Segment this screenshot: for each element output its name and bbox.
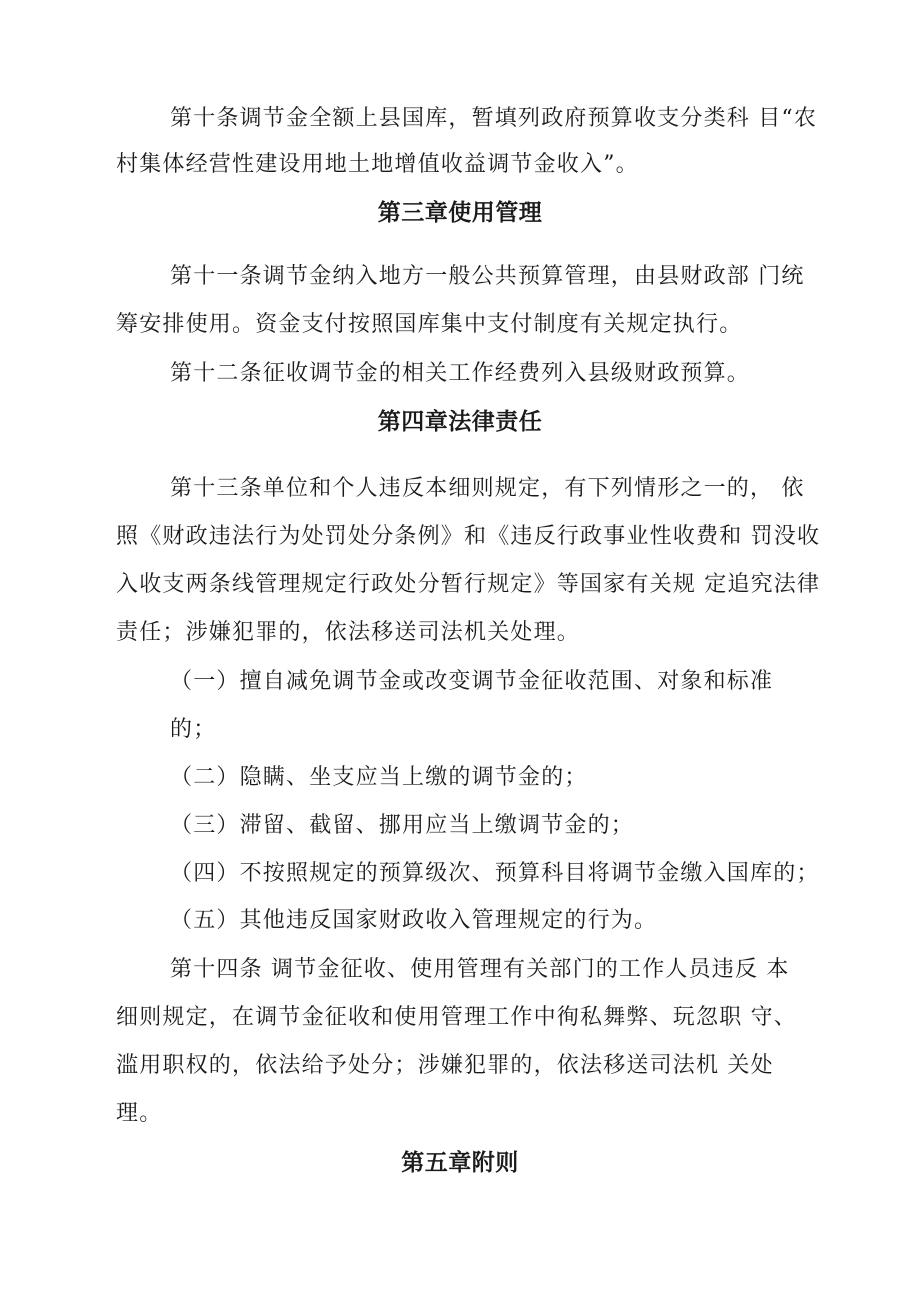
article-14-line-2: 细则规定，在调节金征收和使用管理工作中徇私舞弊、玩忽职 守、	[116, 1005, 797, 1030]
item-1-line-2: 的；	[170, 717, 217, 742]
article-12-line-1: 第十二条征收调节金的相关工作经费列入县级财政预算。	[170, 361, 751, 386]
article-13-line-1: 第十三条单位和个人违反本细则规定，有下列情形之一的， 依	[170, 476, 805, 501]
article-11-line-2: 筹安排使用。资金支付按照国库集中支付制度有关规定执行。	[116, 312, 743, 337]
article-13-line-4: 责任；涉嫌犯罪的，依法移送司法机关处理。	[116, 620, 581, 645]
item-4: （四）不按照规定的预算级次、预算科目将调节金缴入国库的；	[170, 861, 820, 886]
article-13-line-3: 入收支两条线管理规定行政处分暂行规定》等国家有关规 定追究法律	[116, 572, 821, 597]
article-13-line-2: 照《财政违法行为处罚处分条例》和《违反行政事业性收费和 罚没收	[116, 524, 821, 549]
chapter-4-title: 第四章法律责任	[377, 409, 543, 435]
item-5: （五）其他违反国家财政收入管理规定的行为。	[170, 908, 658, 933]
chapter-3-title: 第三章使用管理	[377, 200, 543, 226]
article-14-line-1: 第十四条 调节金征收、使用管理有关部门的工作人员违反 本	[170, 957, 790, 982]
article-10-line-1: 第十条调节金全额上县国库，暂填列政府预算收支分类科 目“农	[170, 106, 818, 131]
item-3: （三）滞留、截留、挪用应当上缴调节金的；	[170, 813, 635, 838]
article-11-line-1: 第十一条调节金纳入地方一般公共预算管理，由县财政部 门统	[170, 264, 805, 289]
article-14-line-4: 理。	[116, 1101, 163, 1126]
chapter-5-title: 第五章附则	[401, 1150, 519, 1176]
item-1-line-1: （一）擅自减免调节金或改变调节金征收范围、对象和标准	[170, 669, 774, 694]
article-10-line-2: 村集体经营性建设用地土地增值收益调节金收入”。	[116, 152, 639, 177]
article-14-line-3: 滥用职权的，依法给予处分；涉嫌犯罪的，依法移送司法机 关处	[116, 1053, 774, 1078]
item-2: （二）隐瞒、坐支应当上缴的调节金的；	[170, 765, 588, 790]
